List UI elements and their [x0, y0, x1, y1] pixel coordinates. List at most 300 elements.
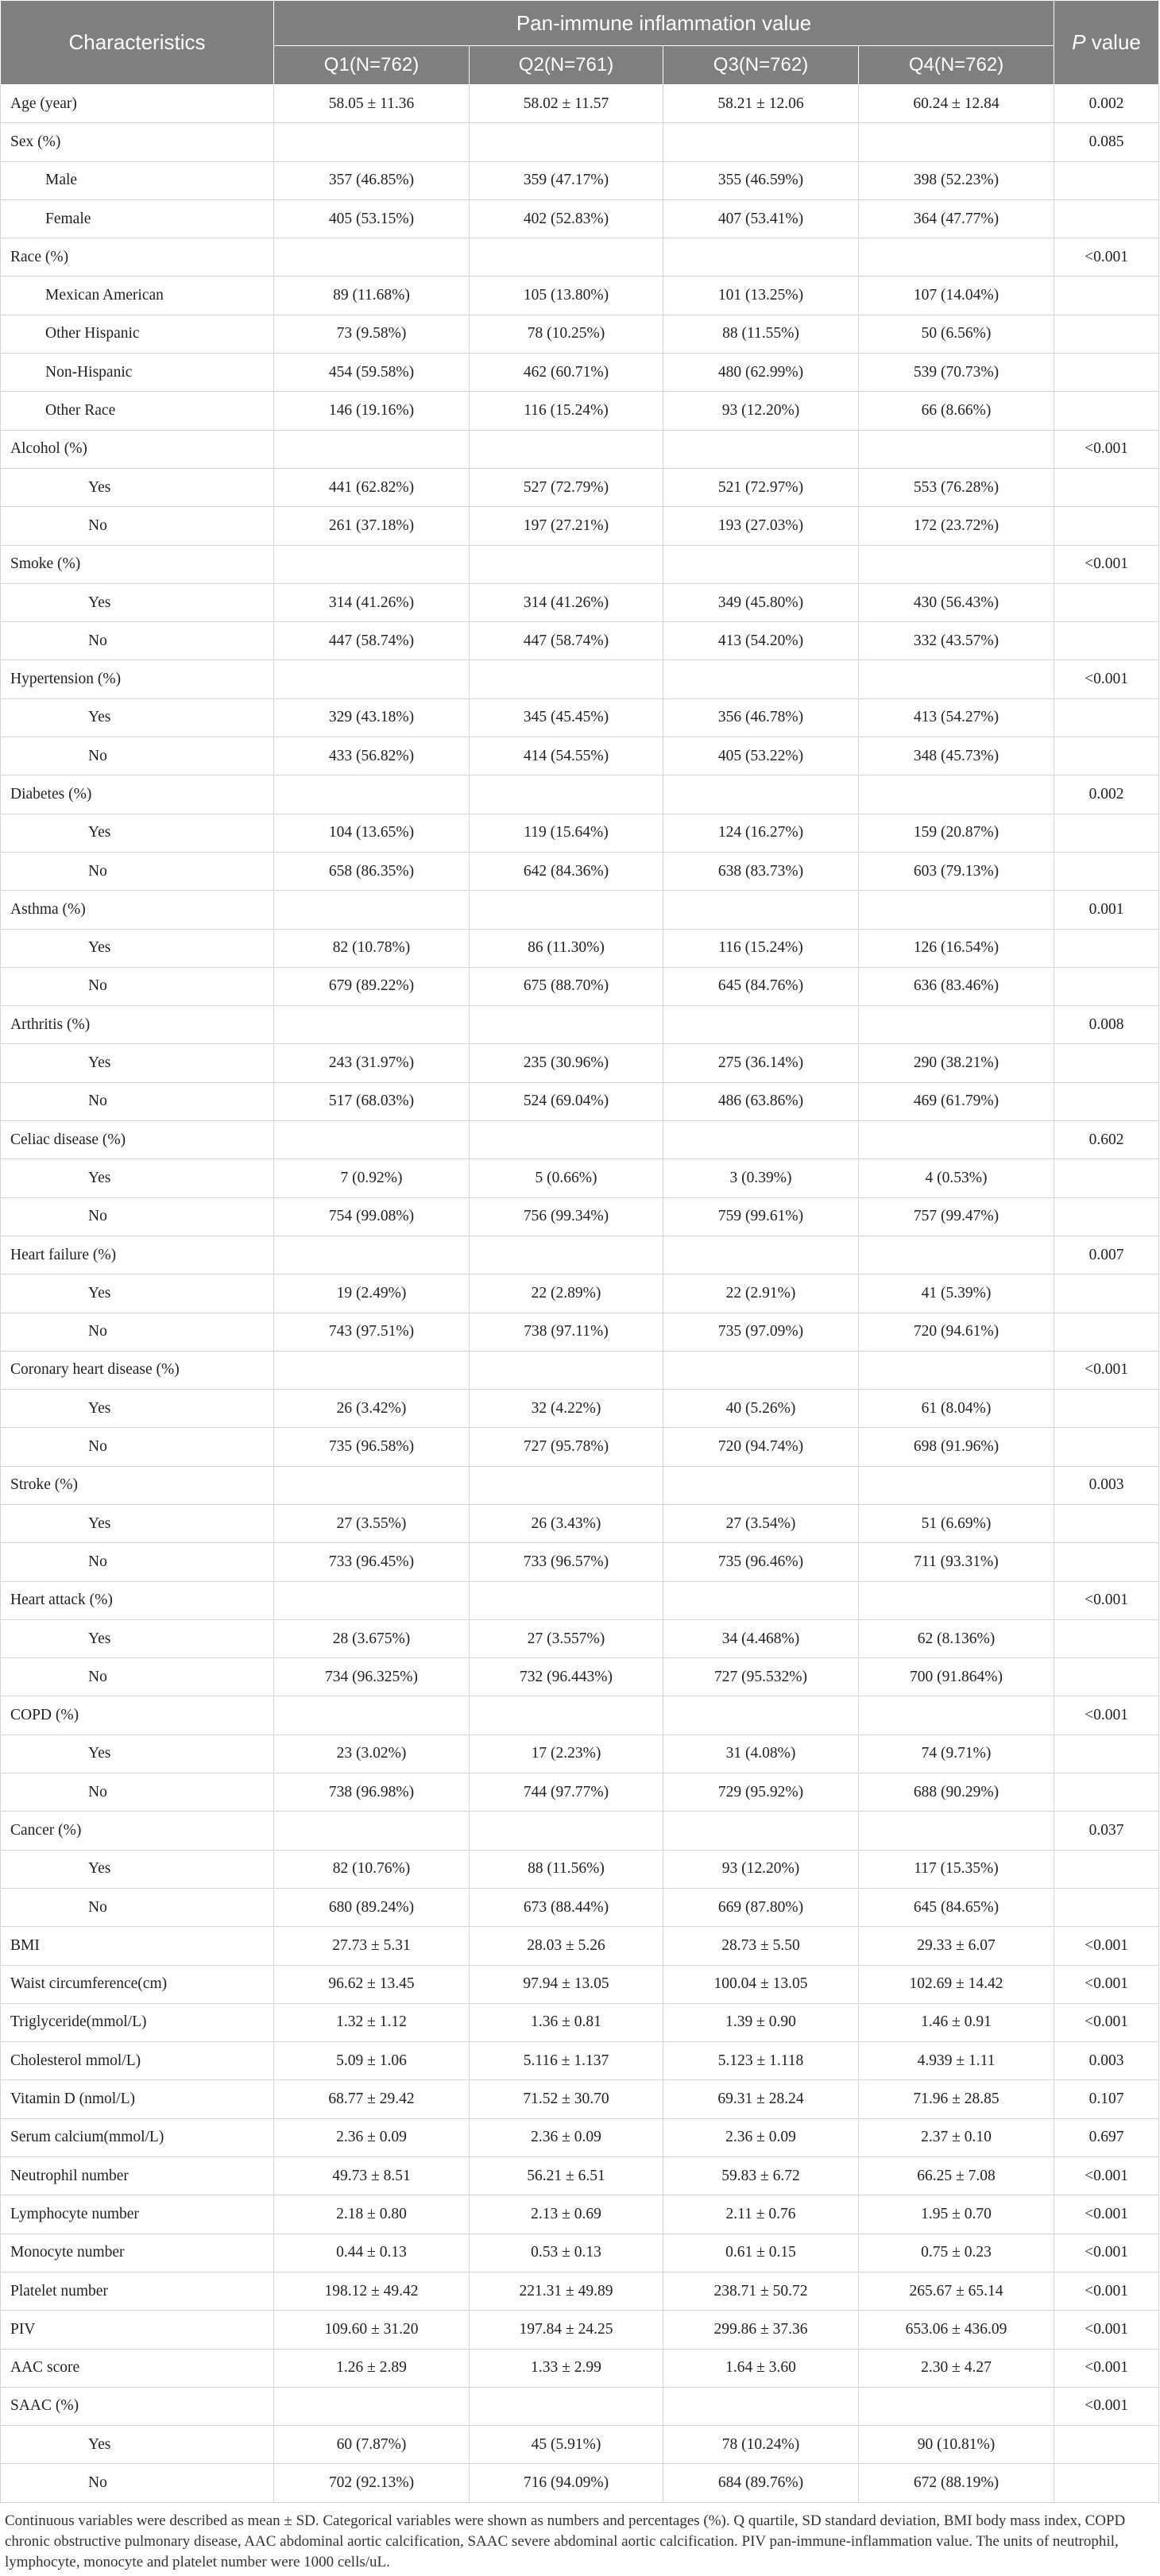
table-row — [1, 1735, 1159, 1773]
row-label: Non-Hispanic — [1, 354, 274, 392]
row-label: No — [1, 507, 274, 545]
cell-q4: 332 (43.57%) — [859, 622, 1054, 660]
cell-q1: 314 (41.26%) — [274, 583, 470, 621]
cell-q2: 78 (10.25%) — [470, 315, 663, 353]
cell-q3: 645 (84.76%) — [663, 967, 859, 1005]
cell-q3: 88 (11.55%) — [663, 315, 859, 353]
cell-p-value: <0.001 — [1054, 430, 1159, 468]
cell-q1 — [274, 123, 470, 161]
table-row — [1, 2272, 1159, 2310]
table-row — [1, 2387, 1159, 2425]
cell-q1: 28 (3.675%) — [274, 1619, 470, 1657]
cell-q2: 235 (30.96%) — [470, 1044, 663, 1082]
table-row — [1, 2349, 1159, 2387]
cell-q3: 1.39 ± 0.90 — [663, 2003, 859, 2041]
table-row — [1, 1274, 1159, 1313]
cell-q4: 90 (10.81%) — [859, 2426, 1054, 2464]
cell-q3: 40 (5.26%) — [663, 1390, 859, 1428]
row-label: No — [1, 1313, 274, 1351]
cell-q4: 688 (90.29%) — [859, 1773, 1054, 1812]
cell-q4: 603 (79.13%) — [859, 852, 1054, 890]
cell-q2: 675 (88.70%) — [470, 967, 663, 1005]
cell-p-value — [1054, 1428, 1159, 1466]
table-row — [1, 1351, 1159, 1389]
table-row — [1, 1658, 1159, 1696]
table-row — [1, 622, 1159, 660]
cell-p-value — [1054, 1735, 1159, 1773]
cell-q4: 4 (0.53%) — [859, 1159, 1054, 1197]
cell-q1: 60 (7.87%) — [274, 2426, 470, 2464]
cell-p-value — [1054, 161, 1159, 199]
cell-q4: 2.30 ± 4.27 — [859, 2349, 1054, 2387]
cell-q2: 221.31 ± 49.89 — [470, 2272, 663, 2310]
cell-q1: 447 (58.74%) — [274, 622, 470, 660]
cell-q2: 27 (3.557%) — [470, 1619, 663, 1657]
cell-p-value — [1054, 1619, 1159, 1657]
cell-q2: 402 (52.83%) — [470, 199, 663, 238]
cell-q3: 2.36 ± 0.09 — [663, 2118, 859, 2156]
cell-q1: 1.32 ± 1.12 — [274, 2003, 470, 2041]
cell-q2: 738 (97.11%) — [470, 1313, 663, 1351]
table-row — [1, 1812, 1159, 1850]
cell-q2: 88 (11.56%) — [470, 1850, 663, 1888]
cell-q4: 61 (8.04%) — [859, 1390, 1054, 1428]
table-row — [1, 1927, 1159, 1965]
cell-q2 — [470, 545, 663, 583]
cell-q4: 698 (91.96%) — [859, 1428, 1054, 1466]
cell-p-value — [1054, 468, 1159, 506]
row-label: No — [1, 1543, 274, 1581]
row-label: Male — [1, 161, 274, 199]
cell-q3: 486 (63.86%) — [663, 1082, 859, 1120]
cell-q3 — [663, 1351, 859, 1389]
cell-q1: 0.44 ± 0.13 — [274, 2234, 470, 2272]
cell-q4: 553 (76.28%) — [859, 468, 1054, 506]
table-row — [1, 2157, 1159, 2195]
row-label: Asthma (%) — [1, 891, 274, 929]
cell-q1: 27.73 ± 5.31 — [274, 1927, 470, 1965]
cell-q1: 738 (96.98%) — [274, 1773, 470, 1812]
cell-q1: 357 (46.85%) — [274, 161, 470, 199]
cell-q2: 26 (3.43%) — [470, 1504, 663, 1542]
cell-p-value: 0.007 — [1054, 1236, 1159, 1274]
row-label: AAC score — [1, 2349, 274, 2387]
cell-q1: 680 (89.24%) — [274, 1888, 470, 1926]
cell-p-value: <0.001 — [1054, 1927, 1159, 1965]
cell-q2: 5 (0.66%) — [470, 1159, 663, 1197]
row-label: No — [1, 852, 274, 890]
cell-p-value — [1054, 583, 1159, 621]
row-label: Vitamin D (nmol/L) — [1, 2080, 274, 2118]
cell-q1: 82 (10.76%) — [274, 1850, 470, 1888]
cell-q3 — [663, 1236, 859, 1274]
row-label: Platelet number — [1, 2272, 274, 2310]
row-label: Waist circumference(cm) — [1, 1965, 274, 2003]
cell-q3: 3 (0.39%) — [663, 1159, 859, 1197]
cell-q4: 1.46 ± 0.91 — [859, 2003, 1054, 2041]
row-label: Yes — [1, 1159, 274, 1197]
cell-q4 — [859, 1812, 1054, 1850]
cell-q4: 41 (5.39%) — [859, 1274, 1054, 1313]
cell-q3 — [663, 1006, 859, 1044]
cell-q3 — [663, 1696, 859, 1735]
table-row — [1, 2080, 1159, 2118]
cell-p-value: <0.001 — [1054, 1581, 1159, 1619]
row-label: Yes — [1, 2426, 274, 2464]
header-p-rest: value — [1085, 30, 1141, 54]
cell-p-value — [1054, 1773, 1159, 1812]
cell-q4 — [859, 1121, 1054, 1159]
header-group-title: Pan-immune inflammation value — [274, 1, 1054, 46]
cell-q1 — [274, 891, 470, 929]
cell-q3 — [663, 1121, 859, 1159]
table-row — [1, 891, 1159, 929]
cell-q4: 413 (54.27%) — [859, 698, 1054, 737]
cell-q2 — [470, 1006, 663, 1044]
cell-q2: 527 (72.79%) — [470, 468, 663, 506]
cell-p-value: 0.602 — [1054, 1121, 1159, 1159]
cell-p-value: 0.037 — [1054, 1812, 1159, 1850]
cell-q1: 198.12 ± 49.42 — [274, 2272, 470, 2310]
cell-q1: 82 (10.78%) — [274, 929, 470, 967]
cell-q4: 71.96 ± 28.85 — [859, 2080, 1054, 2118]
cell-q4: 50 (6.56%) — [859, 315, 1054, 353]
cell-q2 — [470, 430, 663, 468]
cell-q1: 104 (13.65%) — [274, 814, 470, 852]
cell-q2 — [470, 1236, 663, 1274]
cell-q4: 51 (6.69%) — [859, 1504, 1054, 1542]
cell-q4: 102.69 ± 14.42 — [859, 1965, 1054, 2003]
cell-p-value — [1054, 277, 1159, 315]
table-row — [1, 2234, 1159, 2272]
cell-p-value — [1054, 392, 1159, 430]
row-label: Yes — [1, 1504, 274, 1542]
cell-q4 — [859, 1466, 1054, 1504]
cell-q2: 345 (45.45%) — [470, 698, 663, 737]
table-row — [1, 315, 1159, 353]
cell-q3: 116 (15.24%) — [663, 929, 859, 967]
table-body — [1, 85, 1159, 2503]
table-row — [1, 1581, 1159, 1619]
row-label: Yes — [1, 1390, 274, 1428]
cell-p-value — [1054, 1082, 1159, 1120]
header-q1: Q1(N=762) — [274, 46, 470, 85]
table-row — [1, 1888, 1159, 1926]
row-label: Yes — [1, 583, 274, 621]
cell-q3: 31 (4.08%) — [663, 1735, 859, 1773]
table-row — [1, 430, 1159, 468]
cell-q3: 275 (36.14%) — [663, 1044, 859, 1082]
cell-q1: 73 (9.58%) — [274, 315, 470, 353]
cell-q3 — [663, 1581, 859, 1619]
table-row — [1, 468, 1159, 506]
header-q2: Q2(N=761) — [470, 46, 663, 85]
cell-q2: 97.94 ± 13.05 — [470, 1965, 663, 2003]
table-row — [1, 2426, 1159, 2464]
row-label: Triglyceride(mmol/L) — [1, 2003, 274, 2041]
cell-q4: 398 (52.23%) — [859, 161, 1054, 199]
row-label: No — [1, 2464, 274, 2502]
cell-q1: 658 (86.35%) — [274, 852, 470, 890]
cell-q1: 89 (11.68%) — [274, 277, 470, 315]
cell-p-value — [1054, 737, 1159, 776]
cell-q1 — [274, 1121, 470, 1159]
cell-p-value: <0.001 — [1054, 238, 1159, 277]
cell-q4: 4.939 ± 1.11 — [859, 2042, 1054, 2080]
cell-p-value: 0.002 — [1054, 776, 1159, 814]
cell-p-value — [1054, 967, 1159, 1005]
row-label: Heart failure (%) — [1, 1236, 274, 1274]
cell-q1 — [274, 238, 470, 277]
row-label: PIV — [1, 2311, 274, 2349]
cell-q1: 735 (96.58%) — [274, 1428, 470, 1466]
cell-q1: 96.62 ± 13.45 — [274, 1965, 470, 2003]
row-label: Neutrophil number — [1, 2157, 274, 2195]
cell-p-value: <0.001 — [1054, 2272, 1159, 2310]
cell-q1: 743 (97.51%) — [274, 1313, 470, 1351]
cell-p-value: <0.001 — [1054, 2349, 1159, 2387]
row-label: Sex (%) — [1, 123, 274, 161]
cell-q3: 27 (3.54%) — [663, 1504, 859, 1542]
cell-q2: 86 (11.30%) — [470, 929, 663, 967]
table-row — [1, 1082, 1159, 1120]
header-p-value — [1054, 1, 1159, 85]
cell-q1 — [274, 1351, 470, 1389]
row-label: Yes — [1, 929, 274, 967]
cell-p-value — [1054, 1390, 1159, 1428]
cell-q1: 517 (68.03%) — [274, 1082, 470, 1120]
row-label: Coronary heart disease (%) — [1, 1351, 274, 1389]
cell-p-value: 0.003 — [1054, 2042, 1159, 2080]
cell-q3: 729 (95.92%) — [663, 1773, 859, 1812]
row-label: No — [1, 967, 274, 1005]
cell-q3: 684 (89.76%) — [663, 2464, 859, 2502]
row-label: No — [1, 737, 274, 776]
row-label: Serum calcium(mmol/L) — [1, 2118, 274, 2156]
table-row — [1, 737, 1159, 776]
row-label: Hypertension (%) — [1, 660, 274, 698]
row-label: Mexican American — [1, 277, 274, 315]
cell-p-value — [1054, 1850, 1159, 1888]
table-row — [1, 660, 1159, 698]
cell-q2: 673 (88.44%) — [470, 1888, 663, 1926]
cell-p-value: 0.002 — [1054, 85, 1159, 123]
cell-p-value — [1054, 814, 1159, 852]
row-label: Other Race — [1, 392, 274, 430]
row-label: No — [1, 1197, 274, 1236]
cell-q3: 727 (95.532%) — [663, 1658, 859, 1696]
table-row — [1, 1197, 1159, 1236]
row-label: No — [1, 1773, 274, 1812]
cell-q3: 735 (97.09%) — [663, 1313, 859, 1351]
cell-p-value: 0.003 — [1054, 1466, 1159, 1504]
cell-q2: 744 (97.77%) — [470, 1773, 663, 1812]
cell-q4: 159 (20.87%) — [859, 814, 1054, 852]
cell-p-value: <0.001 — [1054, 2003, 1159, 2041]
cell-q1: 679 (89.22%) — [274, 967, 470, 1005]
cell-p-value — [1054, 1044, 1159, 1082]
cell-q4: 74 (9.71%) — [859, 1735, 1054, 1773]
cell-p-value — [1054, 1197, 1159, 1236]
header-q4: Q4(N=762) — [859, 46, 1054, 85]
cell-q4: 60.24 ± 12.84 — [859, 85, 1054, 123]
cell-q4 — [859, 430, 1054, 468]
cell-p-value: 0.001 — [1054, 891, 1159, 929]
table-row — [1, 1619, 1159, 1657]
cell-q4: 757 (99.47%) — [859, 1197, 1054, 1236]
cell-p-value: <0.001 — [1054, 660, 1159, 698]
cell-q1 — [274, 1466, 470, 1504]
cell-q3: 405 (53.22%) — [663, 737, 859, 776]
cell-q2: 116 (15.24%) — [470, 392, 663, 430]
cell-q1 — [274, 1812, 470, 1850]
cell-q2 — [470, 1696, 663, 1735]
cell-q1: 754 (99.08%) — [274, 1197, 470, 1236]
table-row — [1, 2464, 1159, 2502]
cell-q4: 430 (56.43%) — [859, 583, 1054, 621]
cell-q3 — [663, 1466, 859, 1504]
cell-q1: 261 (37.18%) — [274, 507, 470, 545]
cell-q4: 117 (15.35%) — [859, 1850, 1054, 1888]
cell-q2: 524 (69.04%) — [470, 1082, 663, 1120]
cell-q3 — [663, 891, 859, 929]
cell-q2: 5.116 ± 1.137 — [470, 2042, 663, 2080]
cell-q3: 0.61 ± 0.15 — [663, 2234, 859, 2272]
cell-q1: 433 (56.82%) — [274, 737, 470, 776]
cell-q4: 2.37 ± 0.10 — [859, 2118, 1054, 2156]
cell-q4 — [859, 776, 1054, 814]
cell-p-value — [1054, 1888, 1159, 1926]
cell-q3: 22 (2.91%) — [663, 1274, 859, 1313]
cell-q2 — [470, 891, 663, 929]
cell-q2: 733 (96.57%) — [470, 1543, 663, 1581]
row-label: Yes — [1, 1735, 274, 1773]
cell-q1 — [274, 1006, 470, 1044]
cell-q3: 28.73 ± 5.50 — [663, 1927, 859, 1965]
table-row — [1, 2195, 1159, 2234]
table-row — [1, 1543, 1159, 1581]
cell-q4 — [859, 1696, 1054, 1735]
cell-p-value — [1054, 354, 1159, 392]
cell-q3: 100.04 ± 13.05 — [663, 1965, 859, 2003]
row-label: Monocyte number — [1, 2234, 274, 2272]
cell-q3: 735 (96.46%) — [663, 1543, 859, 1581]
cell-q4 — [859, 1351, 1054, 1389]
cell-q2: 32 (4.22%) — [470, 1390, 663, 1428]
table-footnote: Continuous variables were described as mean ± SD. Categorical variables were shown as numbers and percentages (%). Q quartile, SD standard deviation, BMI body mass index, COPD chronic obstructive pulmonary disease, AAC abdominal aortic calcification, SAAC severe abdominal aortic calcification. PIV pan-immune-inflammation value. The units of neutrophil, lymphocyte, monocyte and platelet number were 1000 cells/uL. — [5, 2512, 1126, 2570]
cell-q2: 28.03 ± 5.26 — [470, 1927, 663, 1965]
cell-q4: 672 (88.19%) — [859, 2464, 1054, 2502]
row-label: Arthritis (%) — [1, 1006, 274, 1044]
cell-q3: 78 (10.24%) — [663, 2426, 859, 2464]
cell-q2: 642 (84.36%) — [470, 852, 663, 890]
cell-p-value: <0.001 — [1054, 2157, 1159, 2195]
table-row — [1, 583, 1159, 621]
cell-p-value: 0.085 — [1054, 123, 1159, 161]
cell-q4 — [859, 660, 1054, 698]
row-label: Yes — [1, 1850, 274, 1888]
row-label: Yes — [1, 1619, 274, 1657]
cell-q4 — [859, 1006, 1054, 1044]
row-label: Female — [1, 199, 274, 238]
row-label: SAAC (%) — [1, 2387, 274, 2425]
cell-q2: 462 (60.71%) — [470, 354, 663, 392]
cell-q1: 58.05 ± 11.36 — [274, 85, 470, 123]
cell-q4: 62 (8.136%) — [859, 1619, 1054, 1657]
cell-q2 — [470, 1581, 663, 1619]
cell-q3: 238.71 ± 50.72 — [663, 2272, 859, 2310]
cell-q4 — [859, 2387, 1054, 2425]
cell-p-value: <0.001 — [1054, 2311, 1159, 2349]
cell-q4: 645 (84.65%) — [859, 1888, 1054, 1926]
cell-q3: 124 (16.27%) — [663, 814, 859, 852]
cell-q3: 669 (87.80%) — [663, 1888, 859, 1926]
cell-q4: 290 (38.21%) — [859, 1044, 1054, 1082]
cell-q1 — [274, 660, 470, 698]
cell-q1: 68.77 ± 29.42 — [274, 2080, 470, 2118]
cell-q4 — [859, 1236, 1054, 1274]
cell-q2: 71.52 ± 30.70 — [470, 2080, 663, 2118]
table-row — [1, 85, 1159, 123]
cell-q3 — [663, 545, 859, 583]
cell-q1 — [274, 2387, 470, 2425]
cell-q1 — [274, 1696, 470, 1735]
cell-q2: 0.53 ± 0.13 — [470, 2234, 663, 2272]
cell-p-value — [1054, 852, 1159, 890]
cell-q3: 480 (62.99%) — [663, 354, 859, 392]
cell-p-value — [1054, 1504, 1159, 1542]
cell-q3: 759 (99.61%) — [663, 1197, 859, 1236]
cell-q3: 93 (12.20%) — [663, 1850, 859, 1888]
cell-q1 — [274, 1581, 470, 1619]
row-label: No — [1, 1428, 274, 1466]
cell-q2 — [470, 2387, 663, 2425]
cell-p-value — [1054, 1543, 1159, 1581]
row-label: No — [1, 1888, 274, 1926]
row-label: COPD (%) — [1, 1696, 274, 1735]
cell-q3: 1.64 ± 3.60 — [663, 2349, 859, 2387]
table-row — [1, 123, 1159, 161]
cell-q2 — [470, 660, 663, 698]
cell-q2: 716 (94.09%) — [470, 2464, 663, 2502]
row-label: Celiac disease (%) — [1, 1121, 274, 1159]
cell-q4: 126 (16.54%) — [859, 929, 1054, 967]
table-row — [1, 354, 1159, 392]
table-row — [1, 1773, 1159, 1812]
table-row — [1, 814, 1159, 852]
table-row — [1, 545, 1159, 583]
cell-q3: 2.11 ± 0.76 — [663, 2195, 859, 2234]
cell-q3: 34 (4.468%) — [663, 1619, 859, 1657]
cell-q2: 727 (95.78%) — [470, 1428, 663, 1466]
table-row — [1, 1696, 1159, 1735]
row-label: No — [1, 1082, 274, 1120]
cell-q3 — [663, 430, 859, 468]
cell-q1: 2.18 ± 0.80 — [274, 2195, 470, 2234]
cell-q1: 702 (92.13%) — [274, 2464, 470, 2502]
table-row — [1, 1236, 1159, 1274]
row-label: Yes — [1, 814, 274, 852]
cell-p-value — [1054, 315, 1159, 353]
cell-q2 — [470, 123, 663, 161]
cell-q3: 299.86 ± 37.36 — [663, 2311, 859, 2349]
table-row — [1, 277, 1159, 315]
table-row — [1, 1466, 1159, 1504]
cell-p-value — [1054, 199, 1159, 238]
cell-q1: 1.26 ± 2.89 — [274, 2349, 470, 2387]
row-label: No — [1, 1658, 274, 1696]
cell-p-value: <0.001 — [1054, 545, 1159, 583]
